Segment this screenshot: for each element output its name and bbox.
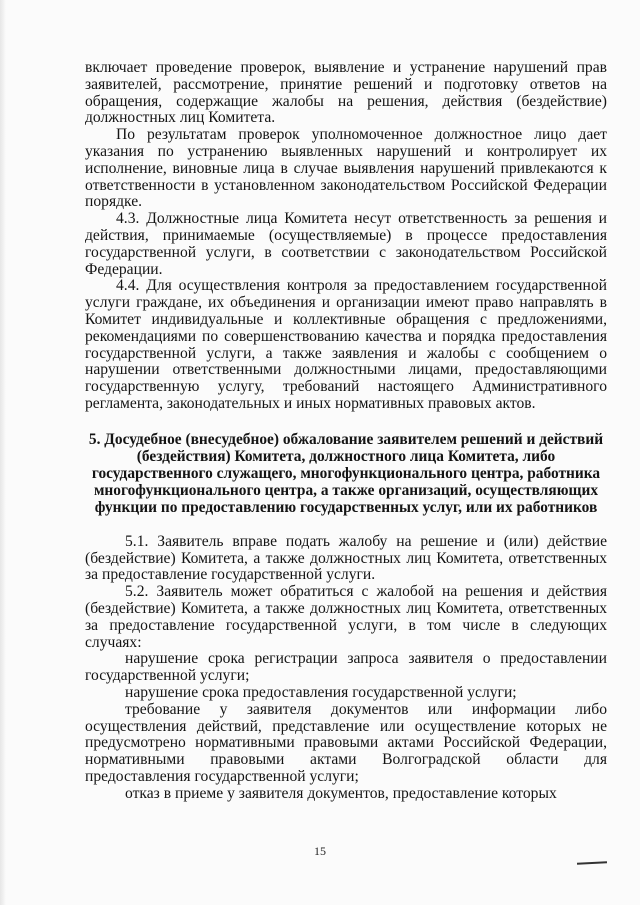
paragraph-5-2: 5.2. Заявитель может обратиться с жалобой на решения и действия (бездействие) Комитета, а также должностных лиц Комитета, ответственных за предоставление государственной услуги, в том числе в следующих случаях: bbox=[85, 583, 607, 651]
list-item-refusal: отказ в приеме у заявителя документов, предоставление которых bbox=[125, 784, 557, 802]
page-number: 15 bbox=[314, 844, 326, 858]
scan-edge-shadow bbox=[0, 0, 6, 905]
list-item-registration-delay: нарушение срока регистрации запроса заявителя о предоставлении государственной услуги; bbox=[85, 650, 607, 685]
list-item-service-delay: нарушение срока предоставления государственной услуги; bbox=[125, 683, 517, 701]
paragraph-inspection-results: По результатам проверок уполномоченное должностное лицо дает указания по устранению выявленных нарушений и контролирует их исполнение, виновные лица в случае выявления нарушений привлекаются к ответственности в установленном законодательством Российской Федерации порядке. bbox=[85, 126, 607, 211]
paragraph-4-4: 4.4. Для осуществления контроля за предоставлением государственной услуги граждане, их объединения и организации имеют право направлять в Комитет индивидуальные и коллективные обращения с предложениями, рекомендациями по совершенствованию качества и порядка предоставления государственной услуги, а также заявления и жалобы с сообщением о нарушении ответственными должностными лицами, предоставляющими государственную услугу, требований настоящего Административного регламента, законодательных и иных нормативных правовых актов. bbox=[85, 277, 607, 412]
section-5-heading: 5. Досудебное (внесудебное) обжалование заявителем решений и действий (бездействия) Комитета, должностного лица Комитета, либо государственного служащего, многофункционального центра, работника многофункционального центра, а также организаций, осуществляющих функции по предоставлению государственных услуг, или их работников bbox=[88, 430, 604, 516]
paragraph-4-3: 4.3. Должностные лица Комитета несут ответственность за решения и действия, принимаемые (осуществляемые) в процессе предоставления государственной услуги, в соответствии с законодательством Российской Федерации. bbox=[85, 210, 607, 278]
document-body bbox=[85, 60, 607, 802]
paragraph-5-1: 5.1. Заявитель вправе подать жалобу на решение и (или) действие (бездействие) Комитета, а также должностных лиц Комитета, ответственных за предоставление государственной услуги. bbox=[85, 532, 607, 584]
paragraph-continuation: включает проведение проверок, выявление и устранение нарушений прав заявителей, рассмотрение, принятие решений и подготовку ответов на обращения, содержащие жалобы на решения, действия (бездействие) должностных лиц Комитета. bbox=[85, 59, 607, 127]
scan-mark bbox=[577, 861, 607, 865]
list-item-document-request: требование у заявителя документов или информации либо осуществления действий, представление или осуществление которых не предусмотрено нормативными правовыми актами Российской Федерации, нормативными правовыми актами Волгоградской области для предоставления государственной услуги; bbox=[85, 700, 607, 785]
